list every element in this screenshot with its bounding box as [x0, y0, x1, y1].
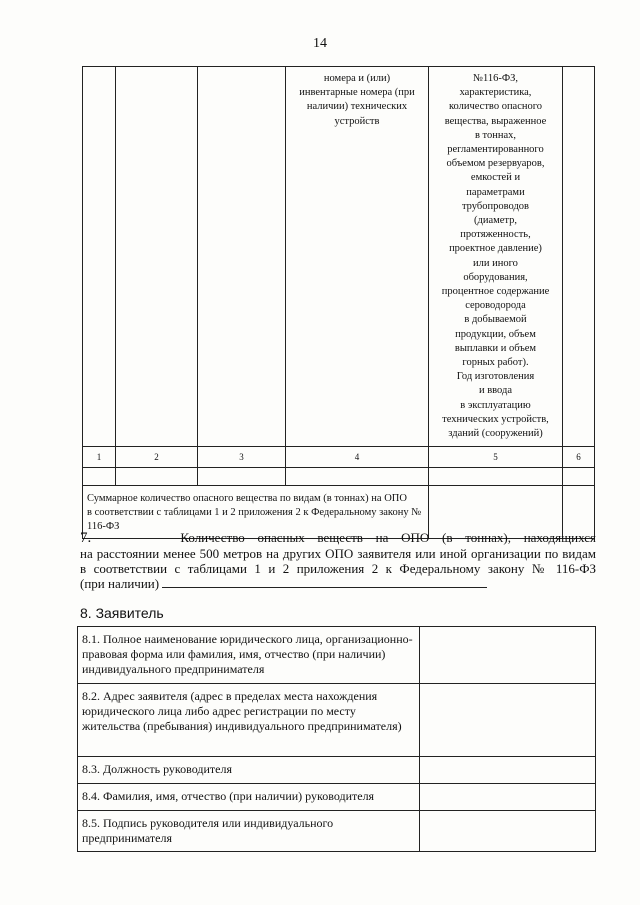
applicant-row [78, 811, 596, 852]
empty-data-row [83, 468, 595, 486]
col5-header-line: в тоннах, [474, 129, 517, 141]
col5-header-line: характеристика, [459, 87, 532, 99]
col5-header-line: в добываемой [464, 314, 527, 326]
table-cell[interactable] [286, 468, 429, 486]
section-7-line-3: в соответствии с таблицами 1 и 2 приложения 2 к Федеральному закону № 116-ФЗ [80, 561, 596, 576]
table-header-col6 [563, 67, 595, 447]
col4-header-text: номера и (или) инвентарные номера (при наличии) технических устройств [299, 73, 415, 127]
col5-header-line: количество опасного [448, 101, 543, 113]
column-number-row [83, 447, 595, 468]
summary-label: Суммарное количество опасного вещества по видам (в тоннах) на ОПО в соответствии с таблицами 1 и 2 приложения 2 к Федеральному закону № 116-ФЗ [83, 486, 429, 539]
applicant-row [78, 784, 596, 811]
column-number: 2 [116, 447, 198, 468]
section-7-line-1-text: Количество опасных веществ на ОПО (в тоннах), находящихся [180, 530, 596, 545]
col5-header-line: (диаметр, [473, 215, 517, 227]
applicant-row-value[interactable] [420, 684, 596, 757]
applicant-row-label: 8.3. Должность руководителя [78, 757, 420, 784]
column-number: 1 [83, 447, 116, 468]
table-header-row [83, 67, 595, 447]
col5-header-line: технических устройств, [442, 413, 549, 425]
opo-substances-table [82, 66, 595, 539]
col5-header-line: проектное давление) [449, 243, 542, 255]
col5-header-line: и ввода [478, 385, 513, 397]
table-cell[interactable] [198, 468, 286, 486]
col5-header-line: Год изготовления [456, 371, 535, 383]
col5-header-line: выплавки и объем [454, 342, 537, 354]
col5-header-text [429, 67, 562, 446]
column-number: 4 [286, 447, 429, 468]
table-cell[interactable] [429, 468, 563, 486]
col5-header-line: продукции, объем [455, 328, 536, 340]
section-8-title: 8. Заявитель [80, 605, 164, 621]
applicant-row-label: 8.4. Фамилия, имя, отчество (при наличии) руководителя [78, 784, 420, 811]
applicant-row-label: 8.2. Адрес заявителя (адрес в пределах места нахождения юридического лица либо адрес регистрации по месту жительства (пребывания) индивидуального предпринимателя) [78, 684, 420, 757]
table-header-col5 [429, 67, 563, 447]
applicant-row-label: 8.5. Подпись руководителя или индивидуального предпринимателя [78, 811, 420, 852]
col5-header-line: вещества, выраженное [444, 115, 547, 127]
col5-header-line: протяженность, [460, 229, 531, 241]
section-7-line-1: 7. Количество опасных веществ на ОПО (в тоннах), находящихся [80, 530, 596, 546]
col5-header-line: процентное содержание [441, 286, 550, 298]
table-header-col3 [198, 67, 286, 447]
col5-header-line: параметрами [466, 186, 525, 198]
col5-header-line: зданий (сооружений) [448, 428, 543, 440]
applicant-row-label: 8.1. Полное наименование юридического лица, организационно-правовая форма или фамилия, имя, отчество (при наличии) индивидуального предпринимателя [78, 627, 420, 684]
page-number: 14 [313, 36, 327, 51]
section-7-line-4: (при наличии) [80, 576, 596, 591]
col5-header-line: в эксплуатацию [460, 399, 531, 411]
col5-header-line: регламентированного [447, 144, 544, 156]
col5-header-line: трубопроводов [461, 200, 530, 212]
column-number: 3 [198, 447, 286, 468]
table-cell[interactable] [83, 468, 116, 486]
section-7-fill-line[interactable] [162, 576, 487, 588]
col5-header-line: №116-ФЗ, [472, 73, 519, 84]
column-number: 5 [429, 447, 563, 468]
applicant-row-value[interactable] [420, 627, 596, 684]
applicant-row-value[interactable] [420, 811, 596, 852]
applicant-row [78, 684, 596, 757]
applicant-row [78, 757, 596, 784]
section-7-line-2: на расстоянии менее 500 метров на других ОПО заявителя или иной организации по видам [80, 546, 596, 561]
table-header-col2 [116, 67, 198, 447]
table-header-col4 [286, 67, 429, 447]
applicant-table [77, 626, 596, 852]
table-header-col1 [83, 67, 116, 447]
col5-header-line: горных работ). [462, 357, 529, 369]
section-7-paragraph [80, 530, 596, 591]
applicant-row [78, 627, 596, 684]
col5-header-line: сероводорода [465, 300, 526, 312]
column-number: 6 [563, 447, 595, 468]
table-cell[interactable] [563, 468, 595, 486]
col5-header-line: емкостей и [470, 172, 521, 184]
col5-header-line: оборудования, [463, 271, 528, 283]
table-cell[interactable] [116, 468, 198, 486]
col5-header-line: объемом резервуаров, [446, 158, 545, 170]
col5-header-line: или иного [473, 257, 518, 269]
applicant-row-value[interactable] [420, 757, 596, 784]
applicant-row-value[interactable] [420, 784, 596, 811]
